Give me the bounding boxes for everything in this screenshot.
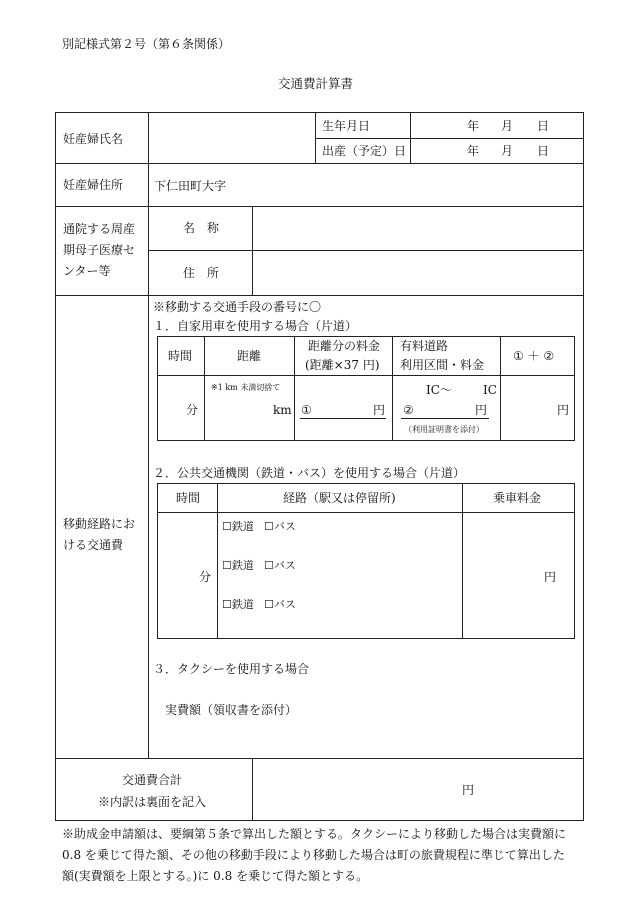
bus-checkbox-3[interactable]: ☐バス xyxy=(264,598,296,611)
address-prefix: 下仁田町大字 xyxy=(154,179,227,193)
birth-date-field[interactable] xyxy=(412,114,582,137)
public-minute-unit: 分 xyxy=(199,570,212,584)
total-yen-unit: 円 xyxy=(462,783,475,797)
applicant-address-field[interactable] xyxy=(150,165,582,205)
car-col-fee-line-1: 距離分の料金 xyxy=(308,339,381,353)
car-toll-field[interactable] xyxy=(394,377,499,439)
toll-ic-from: IC～ xyxy=(426,383,452,397)
public-route-field xyxy=(219,514,461,637)
total-amount-field[interactable] xyxy=(254,760,582,819)
center-label-line-3: ンター等 xyxy=(63,264,111,278)
public-time-field[interactable] xyxy=(159,514,216,637)
center-label-line-2: 期母子医療セ xyxy=(63,243,136,257)
total-label: 交通費合計 xyxy=(122,773,183,787)
car-col-toll-line-1: 有料道路 xyxy=(400,339,449,353)
due-year-unit: 年 xyxy=(467,144,480,158)
fee-marker-1: ① xyxy=(301,403,312,417)
car-col-fee-line-2: (距離×37 円) xyxy=(305,358,380,372)
applicant-name-field[interactable] xyxy=(150,114,313,162)
sum-yen-unit: 円 xyxy=(557,403,570,417)
car-km-unit: km xyxy=(273,403,292,417)
car-col-toll-line-2: 利用区間・料金 xyxy=(400,358,485,372)
car-col-time: 時間 xyxy=(168,349,193,363)
public-transport-heading[interactable]: ２．公共交通機関（鉄道・バス）を使用する場合（片道） xyxy=(153,466,466,480)
applicant-address-label: 妊産婦住所 xyxy=(63,178,124,192)
public-col-route: 経路（駅又は停留所) xyxy=(283,491,396,505)
toll-ic-to: IC xyxy=(483,383,497,397)
birth-year-unit: 年 xyxy=(467,119,480,133)
document-title: 交通費計算書 xyxy=(278,76,354,91)
public-col-fare: 乗車料金 xyxy=(493,491,542,505)
rail-checkbox-3[interactable]: ☐鉄道 xyxy=(222,598,254,611)
route-label-line-2: ける交通費 xyxy=(63,538,124,552)
car-fee-field[interactable] xyxy=(296,377,391,439)
center-address-label: 住 所 xyxy=(183,266,220,280)
center-name-field[interactable] xyxy=(254,208,582,249)
bus-checkbox-1[interactable]: ☐バス xyxy=(264,520,296,533)
birth-day-unit: 日 xyxy=(537,119,550,133)
route-label-line-1: 移動経路にお xyxy=(63,517,136,531)
car-time-field[interactable] xyxy=(159,377,203,439)
footnote-line-3: 額(実費額を上限とする。)に 0.8 を乗じて得た額とする。 xyxy=(62,869,369,883)
toll-receipt-note: （利用証明書を添付） xyxy=(404,425,484,434)
applicant-name-label: 妊産婦氏名 xyxy=(63,132,124,146)
car-col-distance: 距離 xyxy=(237,349,262,363)
toll-yen-unit: 円 xyxy=(475,403,488,417)
footnote-line-1: ※助成金申請額は、要綱第５条で算出した額とする。タクシーにより移動した場合は実費額に xyxy=(62,827,567,841)
birth-date-label: 生年月日 xyxy=(322,119,371,133)
rail-checkbox-2[interactable]: ☐鉄道 xyxy=(222,559,254,572)
due-month-unit: 月 xyxy=(501,144,514,158)
transport-instruction: ※移動する交通手段の番号に〇 xyxy=(153,300,322,314)
due-date-field[interactable] xyxy=(412,140,582,163)
car-heading[interactable]: １．自家用車を使用する場合（片道） xyxy=(153,319,358,333)
car-sum-field[interactable] xyxy=(502,377,573,439)
birth-month-unit: 月 xyxy=(501,119,514,133)
car-minute-unit: 分 xyxy=(186,403,199,417)
car-distance-field[interactable] xyxy=(206,377,293,439)
footnote-line-2: 0.8 を乗じて得た額、その他の移動手段により移動した場合は町の旅費規程に準じて算出した xyxy=(62,848,565,862)
total-note: ※内訳は裏面を記入 xyxy=(98,795,207,809)
taxi-heading[interactable]: ３．タクシーを使用する場合 xyxy=(153,662,310,676)
public-fare-field[interactable] xyxy=(464,514,573,637)
car-col-sum: ① ＋ ② xyxy=(513,349,555,363)
fee-yen-unit: 円 xyxy=(373,403,386,417)
toll-marker-2: ② xyxy=(403,403,414,417)
due-date-label: 出産（予定）日 xyxy=(322,144,407,158)
public-col-time: 時間 xyxy=(176,491,201,505)
bus-checkbox-2[interactable]: ☐バス xyxy=(264,559,296,572)
distance-rounding-note: ※1 km 未満切捨て xyxy=(211,383,281,392)
taxi-actual-cost: 実費額（領収書を添付） xyxy=(165,703,298,717)
public-yen-unit: 円 xyxy=(544,570,557,584)
due-day-unit: 日 xyxy=(537,144,550,158)
center-name-label: 名 称 xyxy=(183,221,220,235)
center-label-line-1: 通院する周産 xyxy=(63,222,136,236)
rail-checkbox-1[interactable]: ☐鉄道 xyxy=(222,520,254,533)
center-address-field[interactable] xyxy=(254,252,582,294)
form-number: 別記様式第２号（第６条関係） xyxy=(62,37,231,51)
